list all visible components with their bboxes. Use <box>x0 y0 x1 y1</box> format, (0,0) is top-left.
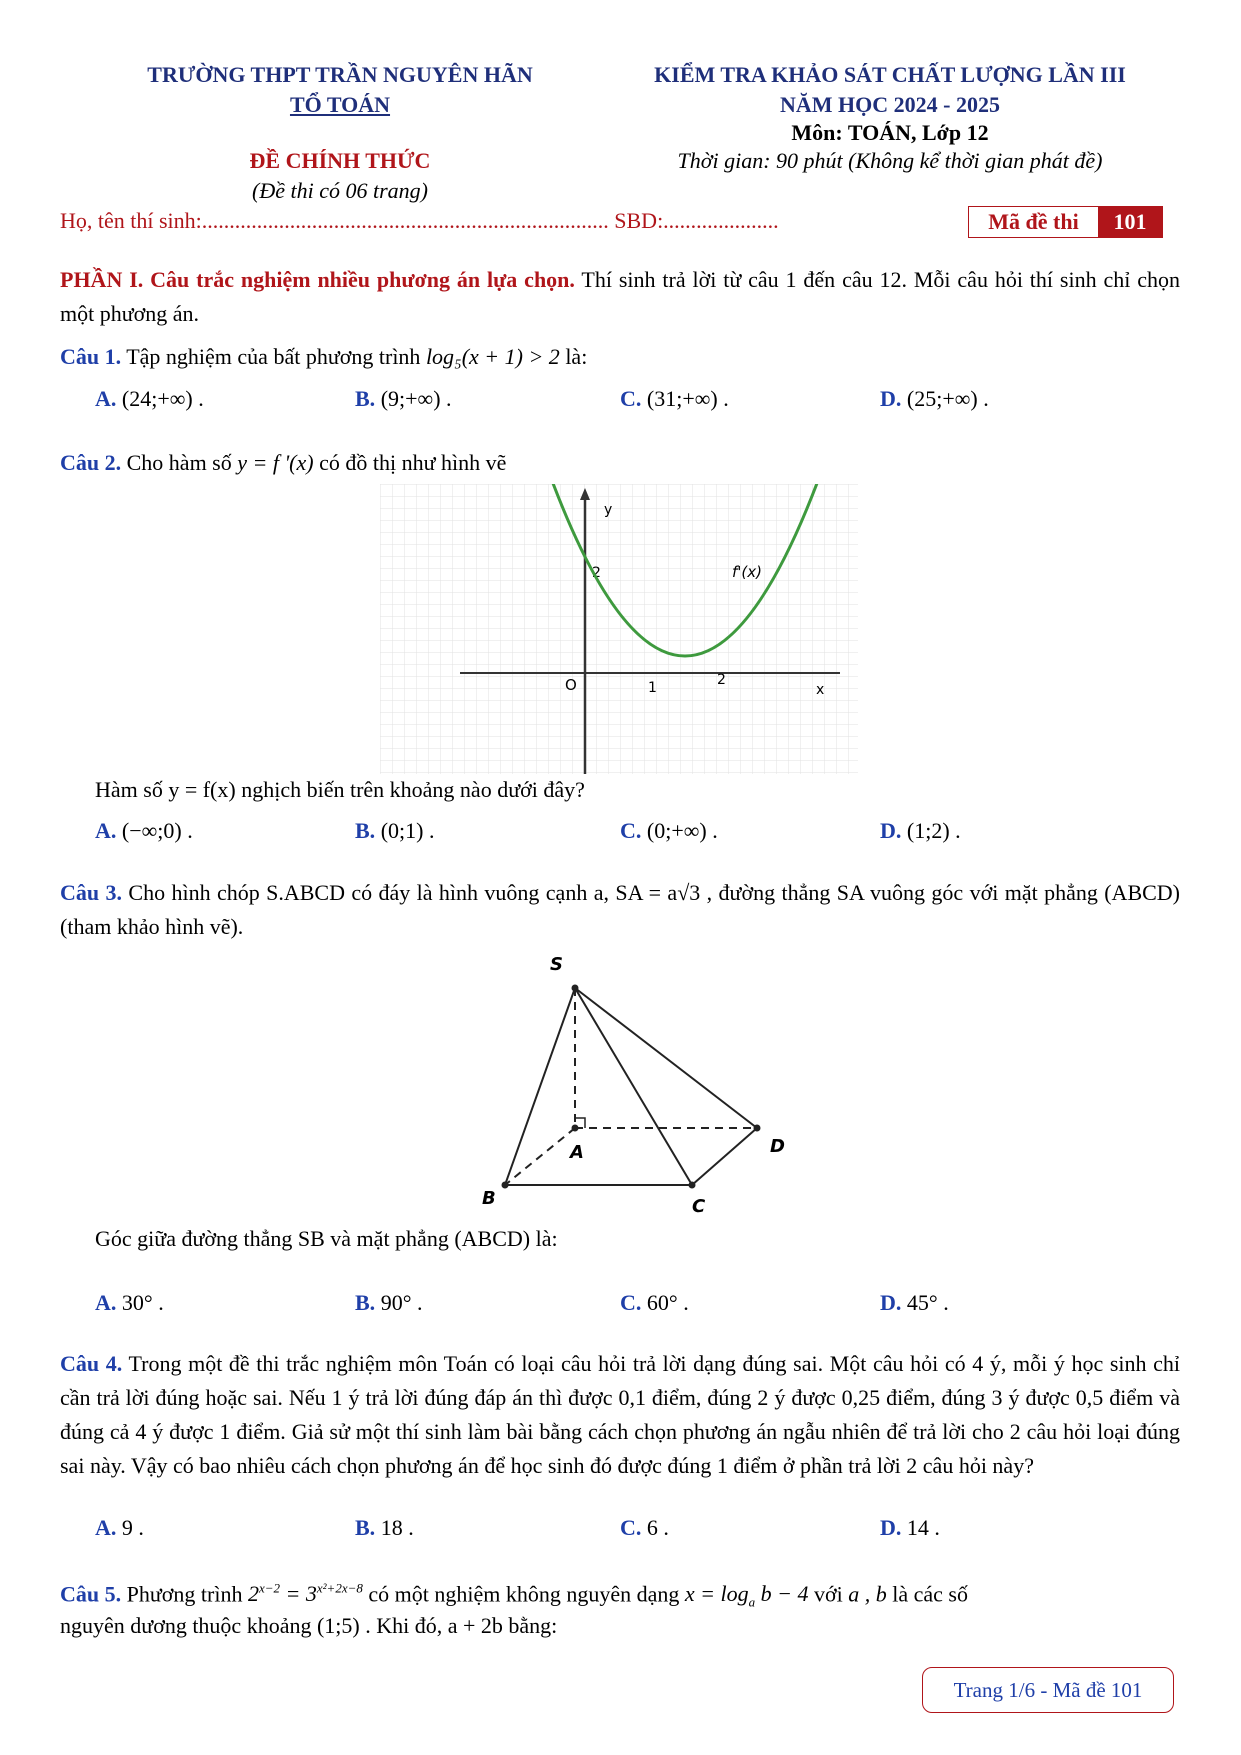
q4-text: Trong một đề thi trắc nghiệm môn Toán có loại câu hỏi trả lời dạng đúng sai. Một câu hỏi có 4 ý, mỗi ý học sinh chỉ cần trả lời đúng hoặc sai. Nếu 1 ý trả lời đúng đáp án thì được 0,1 điểm, đúng 2 ý được 0,25 điểm, đúng 3 ý được 0,5 điểm và đúng cả 4 ý được 1 điểm. Giả sử một thí sinh làm bài bằng cách chọn phương án ngẫu nhiên để trả lời cho 2 câu hỏi loại đúng sai này. Vậy có bao nhiêu cách chọn phương án để học sinh đó được đúng 1 điểm ở phần trả lời 2 câu hỏi này? <box>60 1351 1180 1478</box>
q2-tail: có đồ thị như hình vẽ <box>313 450 507 475</box>
exam-title: KIỂM TRA KHẢO SÁT CHẤT LƯỢNG LẦN III <box>654 62 1126 87</box>
part1-desc: Thí sinh trả lời từ câu 1 đến câu 12. Mỗi câu hỏi thí sinh chỉ chọn một phương án. <box>60 267 1180 326</box>
edge-sd <box>575 988 757 1128</box>
department-name: TỔ TOÁN <box>289 92 391 117</box>
q3-option-a[interactable]: A. 30° . <box>95 1290 164 1315</box>
q2-label: Câu 2. <box>60 450 122 475</box>
page-footer: Trang 1/6 - Mã đề 101 <box>922 1667 1174 1713</box>
q5-text1: Phương trình <box>121 1581 248 1607</box>
label-c: C <box>692 1196 706 1215</box>
q3-option-b[interactable]: B. 90° . <box>355 1290 423 1315</box>
q1-option-c[interactable]: C. (31;+∞) . <box>620 386 729 411</box>
q3-sub: Góc giữa đường thẳng SB và mặt phẳng (ABCD) là: <box>95 1226 558 1251</box>
edge-cd <box>692 1128 757 1185</box>
origin-label: O <box>565 676 577 694</box>
q4-option-b[interactable]: B. 18 . <box>355 1515 414 1540</box>
y-tick-2: 2 <box>592 565 601 581</box>
q2-option-c[interactable]: C. (0;+∞) . <box>620 818 718 843</box>
q2-option-a[interactable]: A. (−∞;0) . <box>95 818 193 843</box>
student-info-line: Họ, tên thí sinh:.......................................................................... SBD:..................... <box>60 208 779 233</box>
x-tick-2: 2 <box>717 672 726 688</box>
q5-form: $x = \log_a b - 4$ <box>684 1581 809 1610</box>
pyramid-figure <box>470 950 810 1215</box>
q5-text4: là các số <box>886 1581 968 1607</box>
curve-label: f'(x) <box>732 563 762 581</box>
question-2 <box>60 446 1180 480</box>
q5-vars: a , b <box>848 1581 887 1607</box>
exam-code-box <box>968 206 1163 238</box>
label-s: S <box>550 954 563 975</box>
q1-option-b[interactable]: B. (9;+∞) . <box>355 386 452 411</box>
school-name: TRƯỜNG THPT TRẦN NGUYÊN HÃN <box>147 62 533 87</box>
q1-option-d[interactable]: D. (25;+∞) . <box>880 386 989 411</box>
question-1 <box>60 340 1180 374</box>
x-tick-1: 1 <box>648 680 657 696</box>
exam-code-value: 101 <box>1098 207 1162 237</box>
subject: Môn: TOÁN, Lớp 12 <box>791 120 989 145</box>
q2-text: Cho hàm số <box>121 450 238 475</box>
x-axis-label: x <box>816 682 825 698</box>
q2-sub: Hàm số y = f(x) nghịch biến trên khoảng nào dưới đây? <box>95 777 585 802</box>
derivative-graph <box>380 484 860 774</box>
q3-option-d[interactable]: D. 45° . <box>880 1290 949 1315</box>
q1-text: Tập nghiệm của bất phương trình <box>121 344 426 369</box>
q2-expr: y = f '(x) <box>237 450 314 475</box>
q2-option-d[interactable]: D. (1;2) . <box>880 818 961 843</box>
q5-line2: nguyên dương thuộc khoảng (1;5) . Khi đó, a + 2b bằng: <box>60 1613 558 1638</box>
label-a: A <box>570 1142 584 1163</box>
vertex-c <box>689 1182 696 1189</box>
graph-grid <box>380 484 858 774</box>
vertex-d <box>754 1125 761 1132</box>
question-4 <box>60 1347 1180 1483</box>
label-b: B <box>482 1188 496 1209</box>
time-limit: Thời gian: 90 phút (Không kể thời gian phát đề) <box>677 148 1103 173</box>
part1-title: PHẦN I. Câu trắc nghiệm nhiều phương án lựa chọn. <box>60 267 575 292</box>
q1-label: Câu 1. <box>60 344 122 369</box>
q5-label: Câu 5. <box>60 1581 122 1607</box>
official-label: ĐỀ CHÍNH THỨC <box>249 148 431 173</box>
q4-option-a[interactable]: A. 9 . <box>95 1515 144 1540</box>
part1-intro <box>60 263 1180 331</box>
vertex-s <box>572 985 579 992</box>
q4-option-c[interactable]: C. 6 . <box>620 1515 669 1540</box>
q5-text3: với <box>808 1581 849 1607</box>
q1-expr: log₅(x + 1) > 2 <box>425 344 560 369</box>
q3-option-c[interactable]: C. 60° . <box>620 1290 689 1315</box>
q1-option-a[interactable]: A. (24;+∞) . <box>95 386 204 411</box>
q5-equation: $2^{x-2} = 3^{x^2+2x-8}$ <box>247 1581 363 1607</box>
vertex-b <box>502 1182 509 1189</box>
label-d: D <box>770 1136 785 1157</box>
question-3 <box>60 876 1180 944</box>
q3-label: Câu 3. <box>60 880 123 905</box>
pages-note: (Đề thi có 06 trang) <box>252 178 428 203</box>
exam-code-label: Mã đề thi <box>988 209 1079 234</box>
y-axis-label: y <box>604 502 613 518</box>
q1-tail: là: <box>559 344 588 369</box>
q4-option-d[interactable]: D. 14 . <box>880 1515 940 1540</box>
q4-label: Câu 4. <box>60 1351 123 1376</box>
vertex-a <box>572 1125 579 1132</box>
q5-text2: có một nghiệm không nguyên dạng <box>362 1581 685 1607</box>
edge-sc <box>575 988 692 1185</box>
school-year: NĂM HỌC 2024 - 2025 <box>780 92 1000 117</box>
q2-option-b[interactable]: B. (0;1) . <box>355 818 435 843</box>
q3-text: Cho hình chóp S.ABCD có đáy là hình vuông cạnh a, SA = a√3 , đường thẳng SA vuông góc với mặt phẳng (ABCD) (tham khảo hình vẽ). <box>60 880 1181 939</box>
